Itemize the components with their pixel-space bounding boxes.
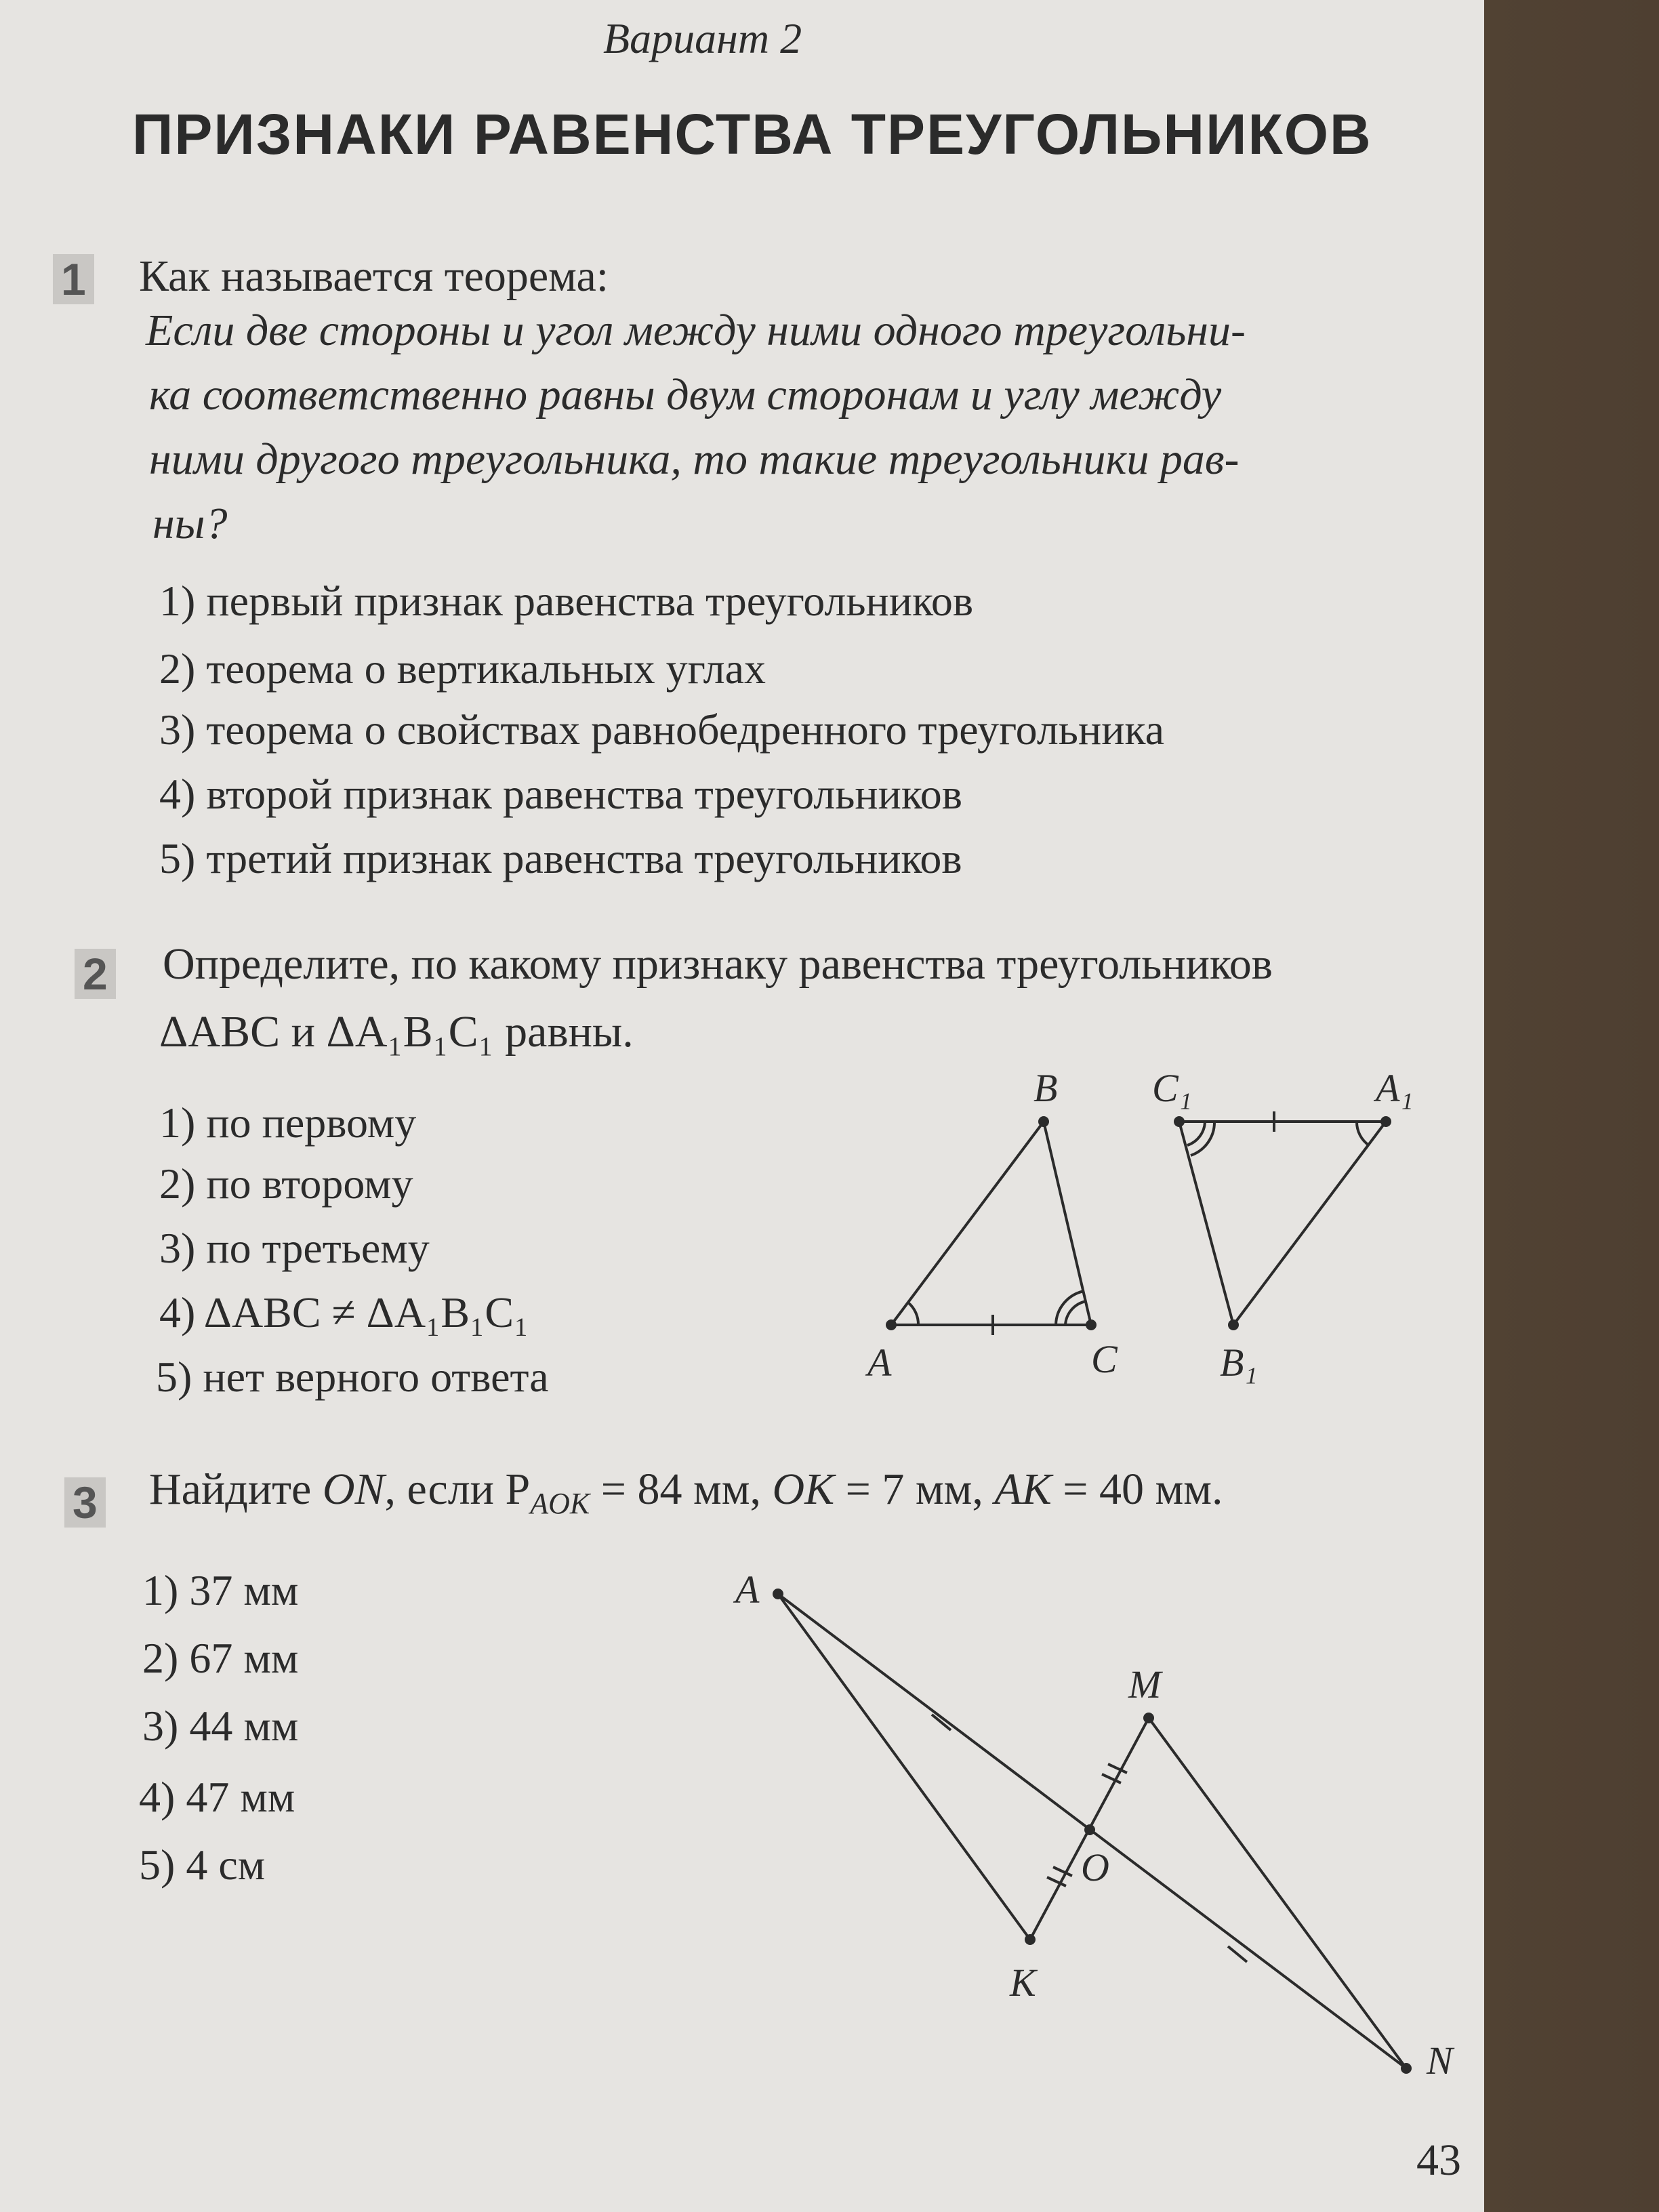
task3-question-part: = 84 мм, <box>590 1465 773 1514</box>
task1-option: 4) второй признак равенства треугольников <box>159 770 962 818</box>
angle-arc-a1 <box>1357 1122 1369 1145</box>
task3-option: 5) 4 см <box>139 1841 266 1889</box>
point-a <box>773 1589 783 1599</box>
label-a1: A₁ <box>1376 1066 1414 1110</box>
task1-option: 2) теорема о вертикальных углах <box>159 644 766 693</box>
label-b1: B₁ <box>1220 1340 1258 1385</box>
point-n <box>1401 2063 1412 2074</box>
task2-option: 4) ΔABC ≠ ΔA₁B₁C₁ <box>159 1288 529 1336</box>
point-b <box>1038 1116 1049 1127</box>
task1-option: 1) первый признак равенства треугольников <box>159 577 974 625</box>
angle-arc-c1 <box>1191 1122 1214 1155</box>
triangle-a1b1c1 <box>1179 1122 1386 1325</box>
label-m: M <box>1128 1662 1162 1706</box>
task3-question-part: Найдите <box>149 1465 323 1514</box>
task1-theorem-line: Если две стороны и угол между ними одного треугольни- <box>146 306 1246 355</box>
task2-option: 1) по первому <box>159 1099 417 1147</box>
task3-question-part: AK <box>994 1465 1052 1514</box>
label-a: A <box>735 1568 760 1612</box>
point-k <box>1025 1934 1036 1945</box>
label-b: B <box>1033 1066 1058 1110</box>
label-o: O <box>1081 1845 1109 1889</box>
point-c <box>1086 1319 1097 1330</box>
task3-option: 1) 37 мм <box>142 1566 299 1614</box>
point-o <box>1084 1824 1095 1835</box>
task2-option: 3) по третьему <box>159 1224 430 1272</box>
point-c1 <box>1174 1116 1185 1127</box>
point-a <box>886 1319 897 1330</box>
label-a: A <box>867 1340 892 1385</box>
task2-question: Определите, по какому признаку равенства треугольников <box>163 939 1273 989</box>
page-number: 43 <box>1416 2135 1461 2185</box>
task1-number: 1 <box>53 254 94 304</box>
segment-ak <box>778 1594 1030 1940</box>
task1-option: 5) третий признак равенства треугольников <box>159 834 962 882</box>
point-a1 <box>1380 1116 1391 1127</box>
task1-theorem-line: ка соответственно равны двум сторонам и углу между <box>149 370 1222 419</box>
angle-arc-c1 <box>1187 1122 1205 1145</box>
task1-option: 3) теорема о свойствах равнобедренного треугольника <box>159 705 1164 754</box>
angle-arc-c <box>1065 1301 1086 1325</box>
task3-question-part: , если P <box>384 1465 531 1514</box>
label-c: C <box>1091 1337 1118 1381</box>
task3-option: 2) 67 мм <box>142 1634 299 1682</box>
angle-arc-a <box>908 1303 918 1325</box>
task1-theorem-line: ними другого треугольника, то такие треугольники рав- <box>149 434 1240 484</box>
task2-option: 2) по второму <box>159 1160 413 1208</box>
tick-mark <box>1228 1946 1247 1962</box>
label-c1: C₁ <box>1152 1066 1192 1110</box>
label-k: K <box>1010 1961 1036 2005</box>
task3-question-part: ON <box>322 1465 385 1514</box>
angle-arc-c <box>1056 1291 1084 1325</box>
task3-question-part: OK <box>772 1465 835 1514</box>
triangle-abc <box>891 1122 1091 1325</box>
task3-question-part: AOK <box>530 1487 590 1521</box>
task3-question-part: = 40 мм. <box>1051 1465 1223 1514</box>
segment-mn <box>1149 1718 1406 2068</box>
task2-question: ΔABC и ΔA₁B₁C₁ равны. <box>159 1007 634 1057</box>
variant-label: Вариант 2 <box>603 14 802 62</box>
task2-option: 5) нет верного ответа <box>156 1353 549 1401</box>
point-m <box>1143 1713 1154 1723</box>
task3-number: 3 <box>64 1477 106 1528</box>
task1-question: Как называется теорема: <box>139 251 609 301</box>
task3-option: 4) 47 мм <box>139 1773 295 1821</box>
point-b1 <box>1228 1319 1239 1330</box>
task3-option: 3) 44 мм <box>142 1702 299 1750</box>
label-n: N <box>1427 2039 1453 2083</box>
task2-number: 2 <box>75 949 116 999</box>
task3-question-part: = 7 мм, <box>834 1465 995 1514</box>
task1-theorem-line: ны? <box>152 499 228 548</box>
page-title: ПРИЗНАКИ РАВЕНСТВА ТРЕУГОЛЬНИКОВ <box>132 102 1372 166</box>
